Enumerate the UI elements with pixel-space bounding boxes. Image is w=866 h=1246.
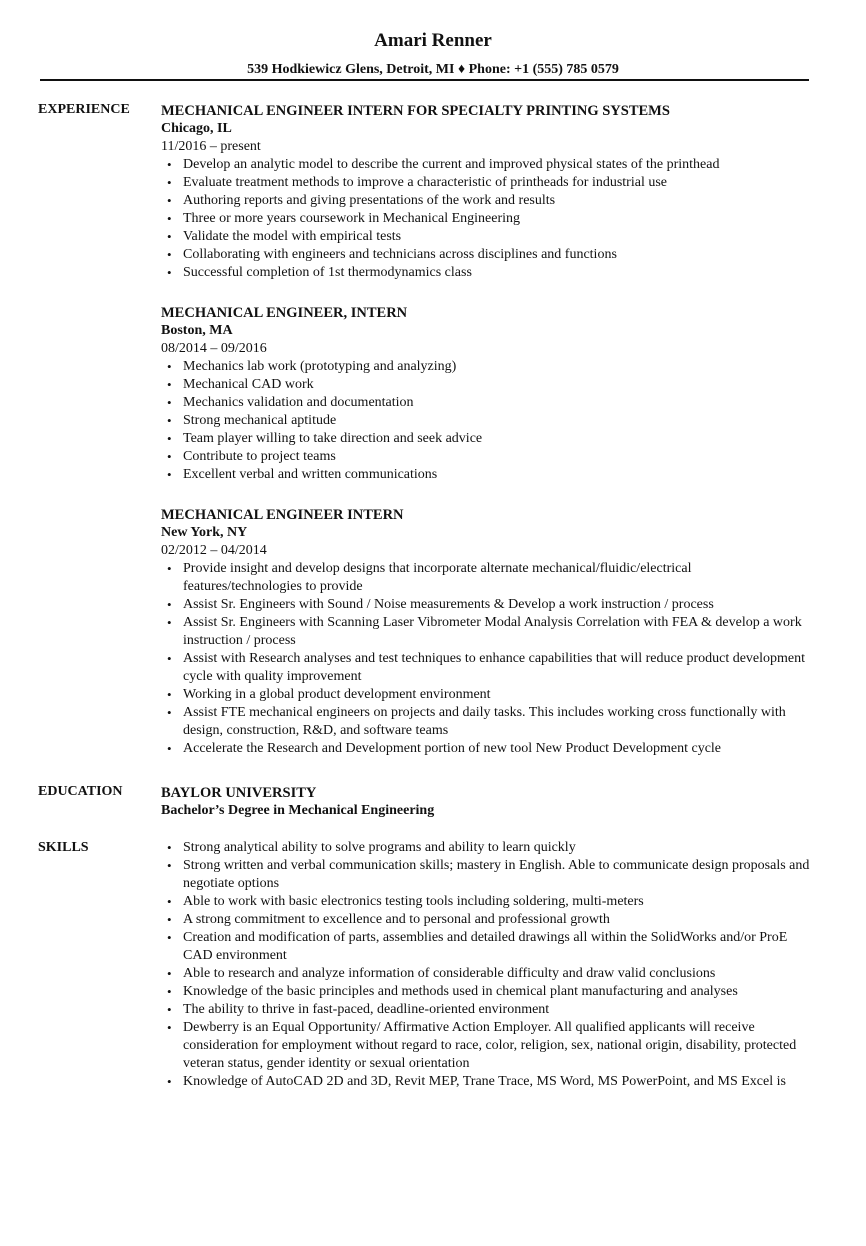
skills-list [161,839,811,1091]
bullet-item: • Mechanics validation and documentation [183,394,811,412]
bullet-item: • Working in a global product development environment [183,686,811,704]
job-1 [161,102,811,282]
skill-item: • Knowledge of AutoCAD 2D and 3D, Revit MEP, Trane Trace, MS Word, MS PowerPoint, and MS Excel is [183,1073,811,1091]
school-name: BAYLOR UNIVERSITY [161,785,317,801]
bullet-item: • Strong mechanical aptitude [183,412,811,430]
skill-item: • Dewberry is an Equal Opportunity/ Affirmative Action Employer. All qualified applicants will receive consideration for employment without regard to race, color, religion, sex, national origin, disability, protected veteran status, gender identity or sexual orientation [183,1019,811,1073]
job-3 [161,506,811,758]
job-bullets [161,560,811,758]
job-dates: 02/2012 – 04/2014 [161,543,267,558]
skills-label: SKILLS [38,840,89,855]
bullet-item: • Three or more years coursework in Mechanical Engineering [183,210,811,228]
job-dates: 08/2014 – 09/2016 [161,341,267,356]
job-2 [161,304,811,484]
contact-line: 539 Hodkiewicz Glens, Detroit, MI ♦ Phone: +1 (555) 785 0579 [247,62,619,77]
skill-item: • The ability to thrive in fast-paced, deadline-oriented environment [183,1001,811,1019]
bullet-item: • Successful completion of 1st thermodynamics class [183,264,811,282]
bullet-item: • Assist Sr. Engineers with Scanning Laser Vibrometer Modal Analysis Correlation with FEA & develop a work instruction / process [183,614,811,650]
bullet-item: • Mechanics lab work (prototyping and analyzing) [183,358,811,376]
bullet-item: • Contribute to project teams [183,448,811,466]
bullet-item: • Provide insight and develop designs that incorporate alternate mechanical/fluidic/electrical features/technologies to provide [183,560,811,596]
bullet-item: • Assist Sr. Engineers with Sound / Noise measurements & Develop a work instruction / process [183,596,811,614]
bullet-item: • Authoring reports and giving presentations of the work and results [183,192,811,210]
job-title: MECHANICAL ENGINEER INTERN [161,507,404,523]
job-bullets [161,156,811,282]
skill-item: • A strong commitment to excellence and to personal and professional growth [183,911,811,929]
bullet-item: • Collaborating with engineers and technicians across disciplines and functions [183,246,811,264]
bullet-item: • Evaluate treatment methods to improve a characteristic of printheads for industrial use [183,174,811,192]
bullet-item: • Assist FTE mechanical engineers on projects and daily tasks. This includes working cross functionally with design, construction, R&D, and software teams [183,704,811,740]
job-location: Boston, MA [161,323,233,338]
skill-item: • Strong analytical ability to solve programs and ability to learn quickly [183,839,811,857]
header-divider [40,79,809,81]
skill-item: • Strong written and verbal communication skills; mastery in English. Able to communicate design proposals and negotiate options [183,857,811,893]
bullet-item: • Excellent verbal and written communications [183,466,811,484]
bullet-item: • Mechanical CAD work [183,376,811,394]
job-title: MECHANICAL ENGINEER, INTERN [161,305,408,321]
bullet-item: • Validate the model with empirical tests [183,228,811,246]
job-dates: 11/2016 – present [161,139,261,154]
education-entry [161,784,811,820]
job-bullets [161,358,811,484]
skills-entry [161,839,811,1091]
skill-item: • Able to work with basic electronics testing tools including soldering, multi-meters [183,893,811,911]
bullet-item: • Develop an analytic model to describe the current and improved physical states of the printhead [183,156,811,174]
job-location: New York, NY [161,525,248,540]
candidate-name: Amari Renner [374,30,492,51]
job-location: Chicago, IL [161,121,232,136]
degree-name: Bachelor’s Degree in Mechanical Engineering [161,803,435,818]
job-title: MECHANICAL ENGINEER INTERN FOR SPECIALTY PRINTING SYSTEMS [161,103,670,119]
experience-label: EXPERIENCE [38,102,130,117]
skill-item: • Creation and modification of parts, assemblies and detailed drawings all within the SolidWorks and/or ProE CAD environment [183,929,811,965]
bullet-item: • Accelerate the Research and Development portion of new tool New Product Development cycle [183,740,811,758]
skill-item: • Able to research and analyze information of considerable difficulty and draw valid conclusions [183,965,811,983]
bullet-item: • Assist with Research analyses and test techniques to enhance capabilities that will reduce product development cycle with quality improvement [183,650,811,686]
bullet-item: • Team player willing to take direction and seek advice [183,430,811,448]
education-label: EDUCATION [38,784,123,799]
skill-item: • Knowledge of the basic principles and methods used in chemical plant manufacturing and analyses [183,983,811,1001]
